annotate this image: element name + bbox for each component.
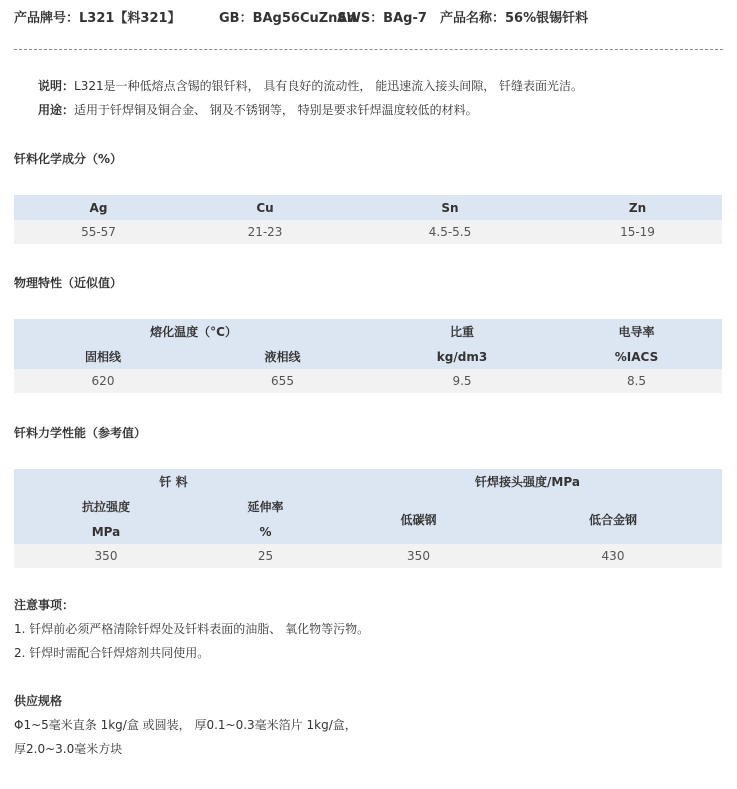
description-label: 说明： xyxy=(38,79,75,93)
cautions-title: 注意事项： xyxy=(14,598,75,612)
composition-value-ag: 55-57 xyxy=(14,220,183,244)
composition-table xyxy=(14,195,722,244)
elongation-header: 延伸率 xyxy=(198,494,333,519)
composition-value-sn: 4.5-5.5 xyxy=(347,220,553,244)
density-unit: kg/dm3 xyxy=(373,344,551,369)
mechanical-value-row xyxy=(14,544,722,568)
physical-table xyxy=(14,319,722,393)
conductivity-value: 8.5 xyxy=(551,369,722,393)
filler-header: 钎 料 xyxy=(14,469,333,494)
caution-item: 2. 钎焊时需配合钎焊熔剂共同使用。 xyxy=(14,646,210,660)
description-line xyxy=(38,77,583,95)
aws-standard: AWS：BAg-7 xyxy=(337,11,427,26)
composition-value-cu: 21-23 xyxy=(183,220,347,244)
conductivity-unit: %IACS xyxy=(551,344,722,369)
mechanical-header-row-1 xyxy=(14,469,722,494)
elongation-value: 25 xyxy=(198,544,333,568)
product-header xyxy=(14,9,723,29)
composition-value-zn: 15-19 xyxy=(553,220,722,244)
density-header: 比重 xyxy=(373,319,551,344)
usage-label: 用途： xyxy=(38,103,75,117)
liquidus-value: 655 xyxy=(192,369,373,393)
composition-header-sn: Sn xyxy=(347,195,553,220)
conductivity-header: 电导率 xyxy=(551,319,722,344)
supply-line: Φ1~5毫米直条 1kg/盒 或圆装， 厚0.1~0.3毫米箔片 1kg/盒， xyxy=(14,718,357,732)
product-name: 产品名称：56%银锡钎料 xyxy=(440,11,589,26)
supply-line: 厚2.0~3.0毫米方块 xyxy=(14,742,123,756)
joint-strength-header: 钎焊接头强度/MPa xyxy=(333,469,722,494)
low-carbon-header: 低碳钢 xyxy=(333,494,504,544)
composition-value-row xyxy=(14,220,722,244)
physical-header-row-2 xyxy=(14,344,722,369)
composition-title: 钎料化学成分（%） xyxy=(14,152,123,166)
composition-header-ag: Ag xyxy=(14,195,183,220)
low-alloy-header: 低合金钢 xyxy=(504,494,722,544)
composition-header-zn: Zn xyxy=(553,195,722,220)
usage-text: 适用于钎焊铜及铜合金、 钢及不锈钢等， 特别是要求钎焊温度较低的材料。 xyxy=(74,103,478,117)
low-alloy-value: 430 xyxy=(504,544,722,568)
solidus-header: 固相线 xyxy=(14,344,192,369)
tensile-header: 抗拉强度 xyxy=(14,494,198,519)
description-text: L321是一种低熔点含锡的银钎料， 具有良好的流动性， 能迅速流入接头间隙， 钎缝表面光洁。 xyxy=(74,79,584,93)
liquidus-header: 液相线 xyxy=(192,344,373,369)
mechanical-title: 钎料力学性能（参考值） xyxy=(14,426,147,440)
tensile-unit: MPa xyxy=(14,519,198,544)
elongation-unit: % xyxy=(198,519,333,544)
solidus-value: 620 xyxy=(14,369,192,393)
mechanical-table xyxy=(14,469,722,568)
mechanical-header-row-2 xyxy=(14,494,722,519)
physical-value-row xyxy=(14,369,722,393)
gb-standard: GB：BAg56CuZnSn xyxy=(219,11,357,26)
physical-title: 物理特性（近似值） xyxy=(14,276,123,290)
density-value: 9.5 xyxy=(373,369,551,393)
melting-temp-header: 熔化温度（°C） xyxy=(14,319,373,344)
header-divider xyxy=(14,49,723,50)
composition-header-row xyxy=(14,195,722,220)
low-carbon-value: 350 xyxy=(333,544,504,568)
physical-header-row-1 xyxy=(14,319,722,344)
tensile-value: 350 xyxy=(14,544,198,568)
caution-item: 1. 钎焊前必须严格清除钎焊处及钎料表面的油脂、 氧化物等污物。 xyxy=(14,622,370,636)
usage-line xyxy=(38,101,478,119)
product-model: 产品牌号：L321【料321】 xyxy=(14,11,181,26)
supply-title: 供应规格 xyxy=(14,694,63,708)
composition-header-cu: Cu xyxy=(183,195,347,220)
